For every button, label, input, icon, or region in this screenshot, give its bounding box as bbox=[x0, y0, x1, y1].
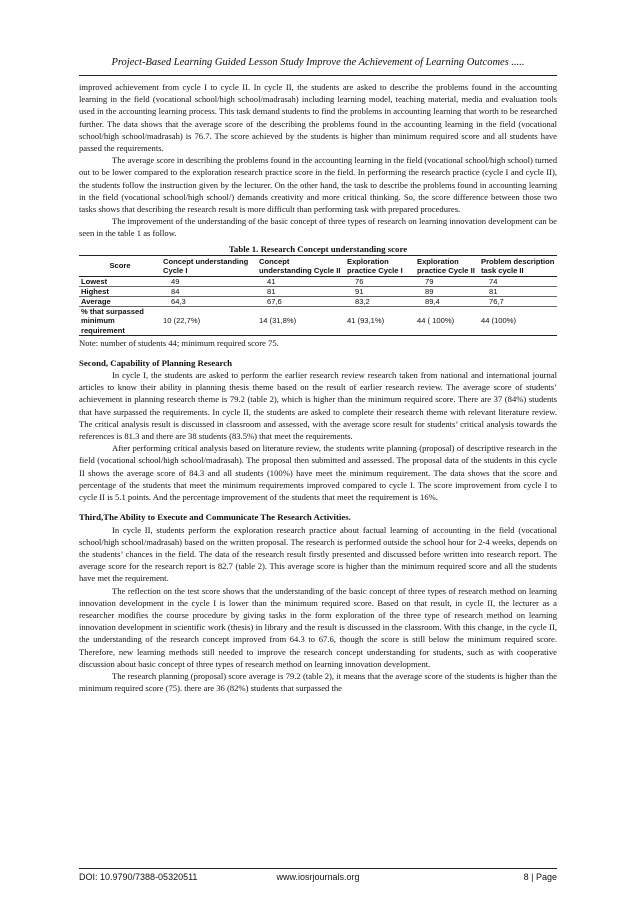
table-cell: 49 bbox=[171, 276, 180, 286]
table-header-row bbox=[79, 255, 557, 276]
table-cell: 89 bbox=[425, 286, 434, 296]
column-header-score: Score bbox=[109, 261, 131, 271]
table-cell: 41 (93,1%) bbox=[347, 316, 385, 326]
footer-page-number: 8 | Page bbox=[523, 872, 557, 882]
section-heading: Third,The Ability to Execute and Communicate The Research Activities. bbox=[79, 512, 351, 523]
table-cell: 89,4 bbox=[425, 297, 440, 307]
footer-doi: DOI: 10.9790/7388-05320511 bbox=[79, 872, 198, 882]
paragraph: improved achievement from cycle I to cycle II. In cycle II, the students are asked to describe the problems found in the accounting learning in the field (vocational school/high school/madrasah) including learning model, teaching material, media and evaluation tools used in the accounting learning process. This task demand students to find the problems in accounting learning that worth to be researched further. The data shows that the average score of the describing the problems found in the accounting learning in the field (vocational school/high school/madrasah) is 76.7. The score achieved by the students is higher than minimum required score and all students have passed the requirements. bbox=[79, 82, 557, 154]
table-row bbox=[79, 297, 557, 307]
paragraph: The improvement of the understanding of the basic concept of three types of research on learning innovation development can be seen in the table 1 as follow. bbox=[79, 216, 557, 239]
paragraph: The reflection on the test score shows that the understanding of the basic concept of three types of research method on learning innovation development in the cycle I is lower than the minimum required score. Based on that result, in cycle II, the lecturer as a researcher modifies the course procedure by giving tasks in the form exploration of the three type of research method on learning innovation development in scientific work (thesis) in library and the result is discussed in the classroom. With this change, in the cycle II, the understanding of the research concept improved from 64.3 to 67.6, though the score is still below the minimum required score. Therefore, new learning methods still needed to improve the research concept understanding for students, such as with cooperative discussion about basic concept of three types of research method on learning innovation development. bbox=[79, 585, 557, 669]
table-note: Note: number of students 44; minimum required score 75. bbox=[79, 337, 279, 348]
paragraph: After performing critical analysis based on literature review, the students write planning (proposal) of descriptive research in the field (vocational school/high school/madrasah). The proposal then submitted and assessed. The proposal data of the students in this cycle II shows the average score of 84.3 and all students (100%) have meet the minimum requirement. The data shows that the score and percentage of the students that meet the minimum requirements improved compared to cycle I. The score improvement from cycle I to cycle II is 5.1 points. And the percentage improvement of the students that meet the requirement is 16%. bbox=[79, 443, 557, 503]
table-cell: 91 bbox=[355, 286, 364, 296]
table-cell: 67,6 bbox=[267, 297, 282, 307]
footer-rule bbox=[79, 868, 557, 869]
column-header: Concept understanding Cycle I bbox=[163, 256, 249, 275]
table-cell: 76,7 bbox=[489, 297, 504, 307]
page-body bbox=[79, 81, 557, 694]
paragraph: The research planning (proposal) score average is 79.2 (table 2), it means that the average score of the students is higher than the minimum required score (75). there are 36 (82%) students that surpassed the bbox=[79, 670, 557, 694]
row-label: % that surpassed minimum requirement bbox=[81, 307, 144, 335]
table-cell: 44 ( 100%) bbox=[417, 316, 455, 326]
section-heading: Second, Capability of Planning Research bbox=[79, 357, 233, 368]
row-label: Highest bbox=[81, 286, 109, 296]
table-row bbox=[79, 276, 557, 286]
table-cell: 14 (31,8%) bbox=[259, 316, 297, 326]
table-cell: 64,3 bbox=[171, 297, 186, 307]
table-title: Table 1. Research Concept understanding score bbox=[228, 243, 408, 254]
table-cell: 83,2 bbox=[355, 297, 370, 307]
table-row bbox=[79, 307, 557, 336]
paragraph: In cycle I, the students are asked to perform the earlier research review research taken from national and international journal articles to know their ability in planning thesis theme based on the result of earlier research review. The average score of students’ achievement in planning research theme is 79.2 (table 2), which is higher than the minimum required score. There are 37 (84%) students that have surpassed the requirements. In cycle II, the students are asked to complete their research theme with relevant literature review. The critical analysis result is discussed in classroom and assessed, with the average score result for students’ critical analysis towards the references is 81.3 and there are 38 students (83.5%) that meet the requirements. bbox=[79, 370, 557, 442]
table-row bbox=[79, 286, 557, 296]
header-rule bbox=[79, 75, 557, 76]
table-cell: 41 bbox=[267, 276, 276, 286]
row-label: Average bbox=[81, 297, 111, 307]
paragraph: The average score in describing the problems found in the accounting learning in the field (vocational school/high school) turned out to be lower compared to the exploration research practice score in the field. In performing the research practice (cycle I and cycle II), the students follow the instruction given by the lecturer. On the other hand, the task to describe the problems found in accounting learning in the field (vocational school/high school/) demands creativity and more critical thinking. So, the score difference between those two tasks shows that describing the research result is more difficult than performing task with prepared procedures. bbox=[79, 155, 557, 215]
column-header: Concept understanding Cycle II bbox=[259, 256, 341, 275]
table-cell: 81 bbox=[489, 286, 498, 296]
results-table bbox=[79, 255, 557, 336]
table-cell: 81 bbox=[267, 286, 276, 296]
paragraph: In cycle II, students perform the exploration research practice about factual learning of accounting in the field (vocational school/high school/madrasah) based on the written proposal. The research is performed outside the school hour for 2-4 weeks, depends on the students’ chances in the field. The data of the research result firstly presented and discussed before written into research report. The average score for the research report is 82.7 (table 2). This average score is higher than the minimum required score and all the students have met the requirement. bbox=[79, 524, 557, 584]
column-header: Exploration practice Cycle I bbox=[347, 256, 403, 275]
row-label: Lowest bbox=[81, 276, 108, 286]
table-cell: 44 (100%) bbox=[481, 316, 517, 326]
footer-url[interactable]: www.iosrjournals.org bbox=[276, 872, 360, 882]
column-header: Exploration practice Cycle II bbox=[417, 256, 475, 275]
column-header: Problem description task cycle II bbox=[481, 256, 555, 275]
table-cell: 76 bbox=[355, 276, 364, 286]
table-cell: 84 bbox=[171, 286, 180, 296]
table-cell: 79 bbox=[425, 276, 434, 286]
table-cell: 10 (22,7%) bbox=[163, 316, 201, 326]
running-header: Project-Based Learning Guided Lesson Study Improve the Achievement of Learning Outcomes ..... bbox=[111, 57, 525, 68]
table-cell: 74 bbox=[489, 276, 498, 286]
